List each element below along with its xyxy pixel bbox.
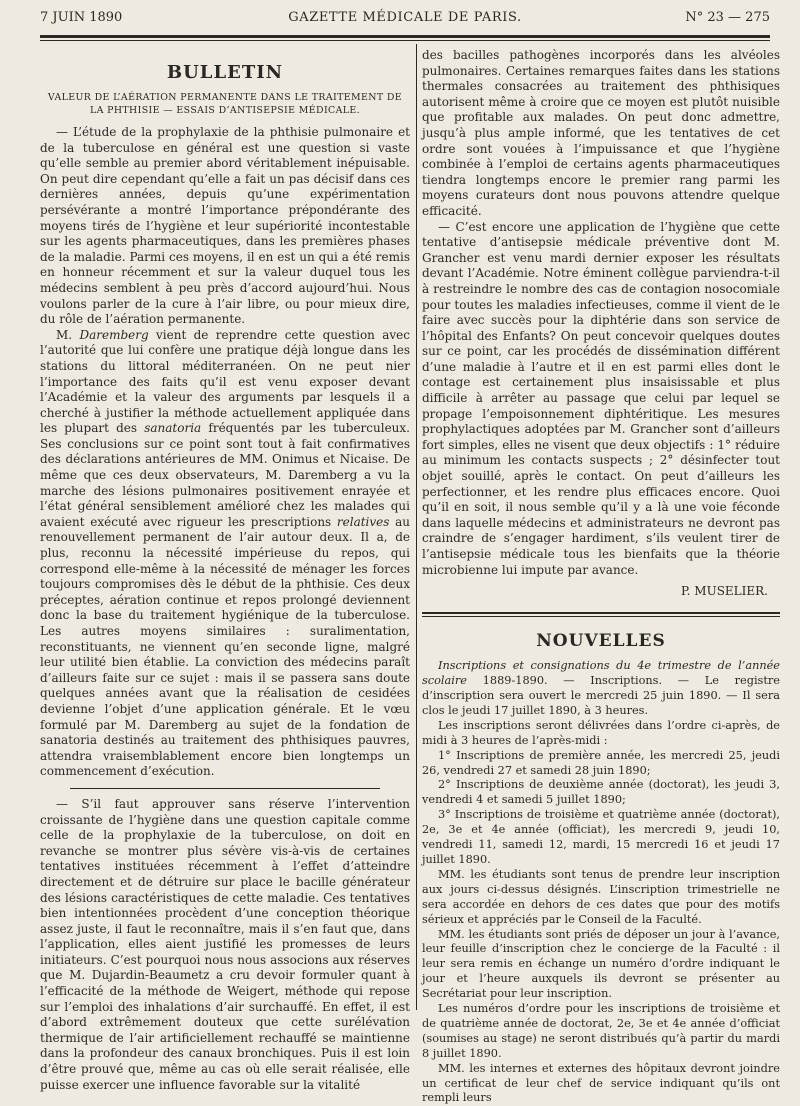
news-italic-title: Inscriptions et consignations du 4e trimestre de l’année scolaire (422, 659, 780, 688)
news-paragraph (422, 659, 780, 719)
bulletin-subtitle: VALEUR DE L’AÉRATION PERMANENTE DANS LE TRAITEMENT DE LA PHTHISIE — ESSAIS D’ANTISEPSIE MÉDICALE. (47, 92, 403, 116)
section-rule (422, 612, 780, 617)
news-paragraph: MM. les étudiants sont priés de déposer un jour à l’avance, leur feuille d’inscription chez le concierge de la Faculté : il leur sera remis en échange un numéro d’ordre indiquant le jour et l’heure auxquels ils devront se présenter au Secrétariat pour leur inscription. (422, 927, 780, 1001)
news-paragraph: MM. les étudiants sont tenus de prendre leur inscription aux jours ci-dessus désignés. L’inscription trimestrielle ne sera accordée en dehors de ces dates que pour des motifs sérieux et appréciés par le Conseil de la Faculté. (422, 867, 780, 926)
section-divider (70, 788, 380, 789)
left-column (40, 48, 410, 1092)
header-title: GAZETTE MÉDICALE DE PARIS. (288, 10, 522, 25)
nouvelles-body (422, 659, 780, 1106)
header-rule-thick (40, 35, 770, 38)
nouvelles-heading: NOUVELLES (536, 631, 666, 652)
bulletin-paragraph (40, 328, 410, 780)
bulletin-paragraph: — C’est encore une application de l’hygiène que cette tentative d’antisepsie médicale préventive dont M. Grancher est venu mardi dernier exposer les résultats devant l’Académie. Notre éminent collègue parviendra-t-il à restreindre le nombre des cas de contagion nosocomiale pour toutes les maladies infectieuses, comme il vient de le faire avec succès pour la diphtérie dans son service de l’hôpital des Enfants? On peut concevoir quelques doutes sur ce point, car les procédés de dissémination différent d’une maladie à l’autre et il en est parmi elles dont le contage est certainement plus insaisissable et plus difficile à arrêter au passage que celui par lequel se propage l’empoisonnement diphtéritique. Les mesures prophylactiques adoptées par M. Grancher sont d’ailleurs fort simples, elles ne visent que deux objectifs : 1° réduire au minimum les contacts suspects ; 2° désinfecter tout objet souillé, après le contact. On peut d’ailleurs les perfectionner, et les rendre plus efficaces encore. Quoi qu’il en soit, il nous semble qu’il y a là une voie féconde dans laquelle médecins et administrateurs ne devront pas craindre de s’engager hardiment, s’ils veulent tirer de l’antisepsie médicale tous les bienfaits que la théorie microbienne lui impute par avance. (422, 219, 780, 577)
text-run: M. (56, 327, 80, 342)
header-date: 7 JUIN 1890 (40, 10, 123, 25)
text-run: fréquentés par les tuberculeux. Ses conclusions sur ce point sont tout à fait confirmatives des déclarations antérieures de MM. Onimus et Nicaise. De même que ces deux observateurs, M. Daremberg a vu la marche des lésions pulmonaires positivement enrayée et l’état général sensiblement amélioré chez les malades qui avaient exécuté avec rigueur les prescriptions (40, 421, 410, 529)
running-header (40, 10, 770, 30)
news-paragraph: 3° Inscriptions de troisième et quatrième année (doctorat), 2e, 3e et 4e année (officiat), les mercredi 9, jeudi 10, vendredi 11, samedi 12, mardi, 15 mercredi 16 et jeudi 17 juillet 1890. (422, 808, 780, 866)
text-run: au renouvellement permanent de l’air autour deux. Il a, de plus, reconnu la nécessité impérieuse du repos, qui correspond elle-même à la nécessité de ménager les forces toujours compromises dès le début de la phthisie. Ces deux préceptes, aération continue et repos prolongé deviennent donc la base du traitement hygiénique de la tuberculose. Les autres moyens similaires : suralimentation, reconstituants, ne viennent qu’en seconde ligne, malgré leur utilité bien établie. La conviction des médecins paraît d’ailleurs faite sur ce sujet : mais il se passera sans doute quelques années avant que la réalisation de cesidées devienne l’objet d’une application générale. Et le vœu formulé par M. Daremberg au sujet de la fondation de sanatoria destinés au traitement des phthisiques pauvres, attendra vraisemblablement encore bien longtemps un commencement d’exécution. (40, 514, 410, 779)
bulletin-paragraph: — S’il faut approuver sans réserve l’intervention croissante de l’hygiène dans une question capitale comme celle de la prophylaxie de la tuberculose, on doit en revanche se montrer plus sévère vis-à-vis de certaines tentatives instituées récemment à l’effet d’atteindre directement et de détruire sur place le bacille générateur des lésions caractéristiques de cette maladie. Ces tentatives bien intentionnées procèdent d’une conception théorique assez juste, il faut le reconnaître, mais il s’en faut que, dans l’application, elles aient justifié les promesses de leurs initiateurs. C’est pourquoi nous nous associons aux réserves que M. Dujardin-Beaumetz a cru devoir formuler quant à l’efficacité de la méthode de Weigert, méthode qui repose sur l’emploi des inhalations d’air surchauffé. En effet, il est d’abord extrêmement douteux que cette surélévation thermique de l’air artificiellement rechauffé se maintienne dans la profondeur des canaux bronchiques. Puis il est loin d’être prouvé que, même au cas où elle serait réalisée, elle puisse exercer une influence favorable sur la vitalité (40, 796, 410, 1092)
bulletin-paragraph: — L’étude de la prophylaxie de la phthisie pulmonaire et de la tuberculose en général est une question si vaste qu’elle semble au premier abord véritablement inépuisable. On peut dire cependant qu’elle a fait un pas décisif dans ces dernières années, depuis qu’une expérimentation persévérante a montré l’importance prépondérante des moyens tirés de l’hygiène et leur supériorité incontestable sur les agents pharmaceutiques, dans les premières phases de la maladie. Parmi ces moyens, il en est un qui a été remis en honneur récemment et sur la valeur duquel tous les médecins semblent à peu près d’accord aujourd’hui. Nous voulons parler de la cure à l’air libre, ou pour mieux dire, du rôle de l’aération permanente. (40, 125, 410, 327)
header-page-number: N° 23 — 275 (685, 10, 770, 25)
news-paragraph: 1° Inscriptions de première année, les mercredi 25, jeudi 26, vendredi 27 et samedi 28 juin 1890; (422, 748, 780, 777)
header-rule-thin (40, 40, 770, 41)
right-column (422, 48, 780, 1105)
text-run: vient de reprendre cette question avec l’autorité que lui confère une pratique déjà longue dans les stations du littoral méditerranéen. On ne peut nier l’importance des faits qu’il est venu exposer devant l’Académie et la valeur des arguments par lesquels il a cherché à justifier la méthode actuellement appliquée dans les plupart des (40, 327, 410, 436)
bulletin-paragraph: des bacilles pathogènes incorporés dans les alvéoles pulmonaires. Certaines remarques faites dans les stations thermales consacrées au traitement des phthisiques autorisent même à croire que ce moyen est plutôt nuisible que profitable aux malades. On peut donc admettre, jusqu’à plus ample informé, que les tentatives de cet ordre sont vouées à l’impuissance et que l’hygiène combinée à l’emploi de certains agents pharmaceutiques tiendra longtemps encore le premier rang parmi les moyens curateurs dont nous pouvons attendre quelque efficacité. (422, 48, 780, 218)
bulletin-heading: BULLETIN (166, 62, 284, 83)
column-separator (416, 44, 417, 1010)
italic-term: sanatoria (144, 421, 202, 436)
news-paragraph: 2° Inscriptions de deuxième année (doctorat), les jeudi 3, vendredi 4 et samedi 5 juillet 1890; (422, 778, 780, 807)
news-paragraph: Les numéros d’ordre pour les inscriptions de troisième et de quatrième année de doctorat, 2e, 3e et 4e année d’officiat (soumises au stage) ne seront distribués qu’à partir du mardi 8 juillet 1890. (422, 1002, 780, 1060)
news-paragraph: Les inscriptions seront délivrées dans l’ordre ci-après, de midi à 3 heures de l’après-midi : (422, 718, 780, 747)
italic-term: relatives (336, 514, 390, 529)
author-name: Daremberg (79, 327, 149, 342)
news-paragraph: MM. les internes et externes des hôpitaux devront joindre un certificat de leur chef de service indiquant qu’ils ont rempli leurs (422, 1061, 780, 1105)
text-run: 1889-1890. — Inscriptions. — Le registre d’inscription sera ouvert le mercredi 25 juin 1890. — Il sera clos le jeudi 17 juillet 1890, à 3 heures. (422, 674, 780, 717)
signature: P. MUSELIER. (681, 584, 768, 599)
